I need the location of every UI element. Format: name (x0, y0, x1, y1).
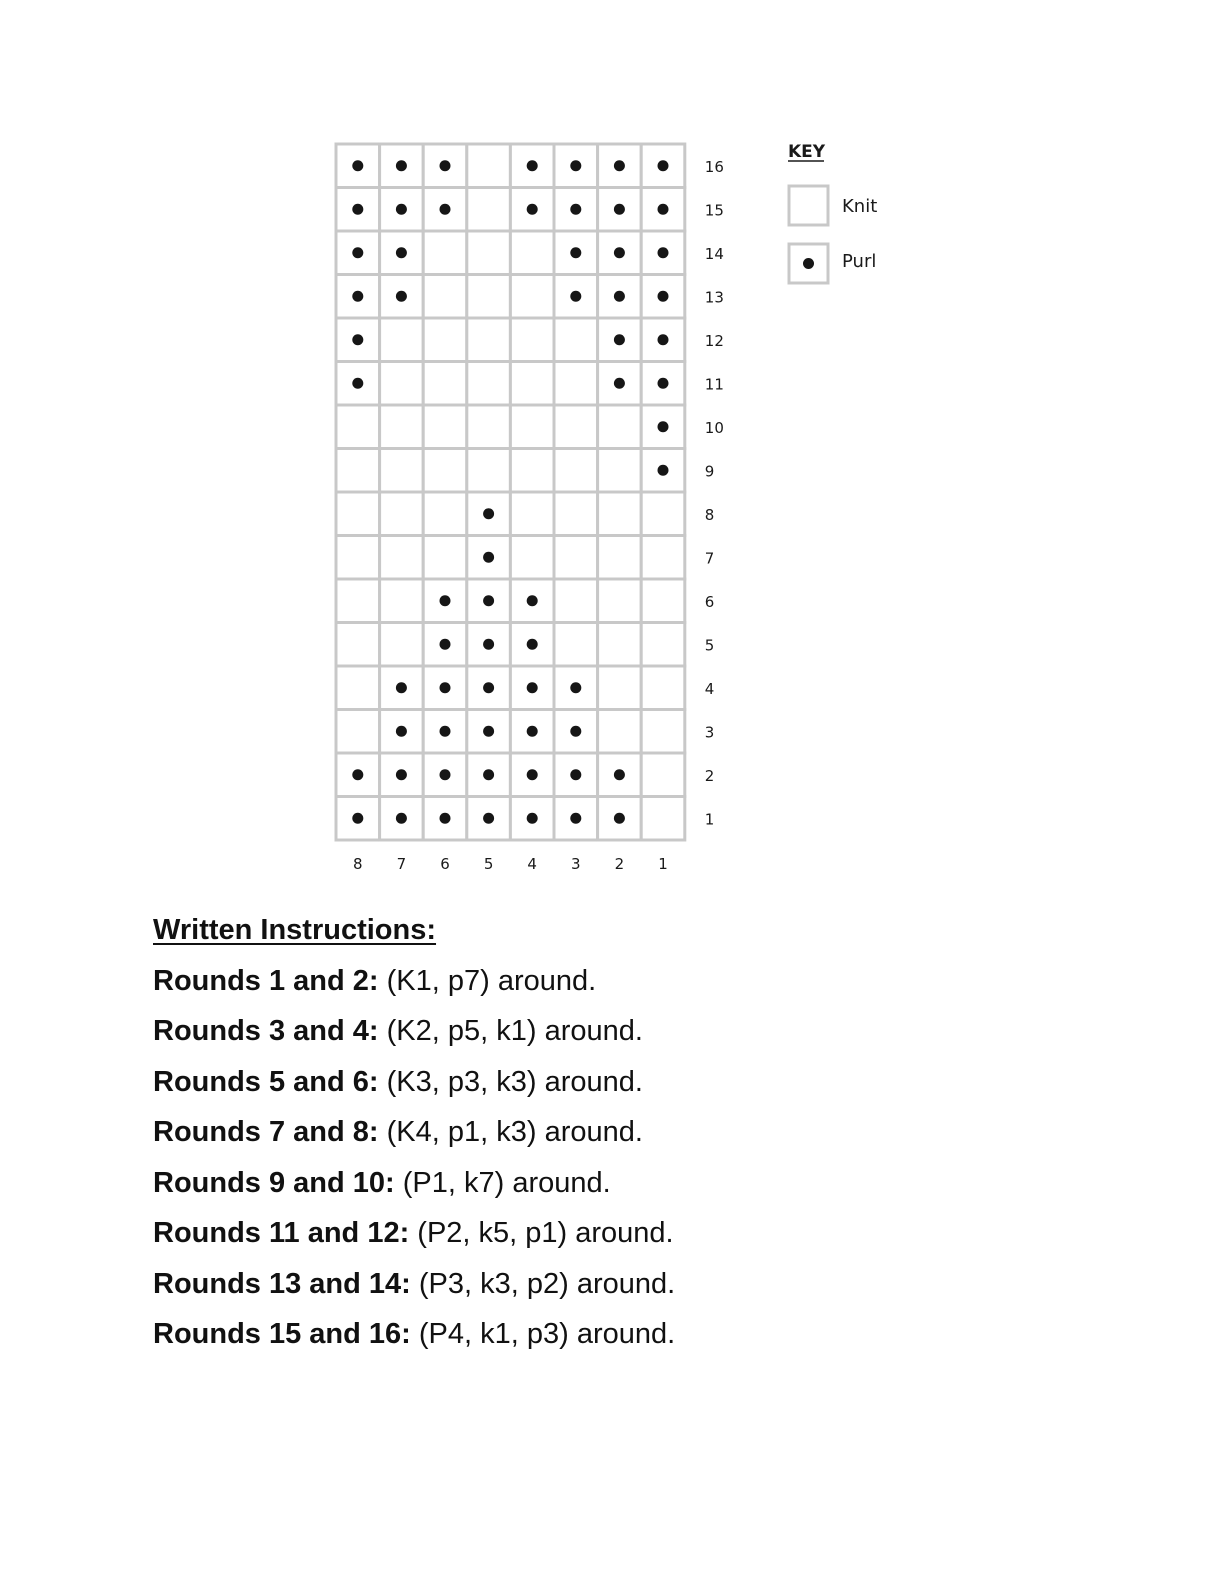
row-label: 9 (704, 462, 715, 481)
knit-cell (641, 579, 685, 623)
column-label: 8 (353, 855, 363, 873)
knit-cell (598, 710, 642, 754)
knit-cell (423, 492, 467, 536)
knit-cell (380, 492, 424, 536)
purl-dot (352, 291, 363, 302)
knit-cell (423, 405, 467, 449)
purl-dot (483, 552, 494, 563)
purl-dot (352, 204, 363, 215)
purl-dot (570, 160, 581, 171)
purl-dot (352, 160, 363, 171)
chart-key (788, 142, 877, 283)
purl-dot (483, 813, 494, 824)
instruction-line (153, 1161, 1153, 1212)
key-knit-swatch (789, 186, 828, 225)
round-label: Rounds 9 and 10: (153, 1166, 395, 1199)
knit-cell (510, 362, 554, 406)
instruction-line (153, 1211, 1153, 1262)
purl-dot (527, 160, 538, 171)
row-label: 12 (704, 331, 724, 350)
purl-dot (614, 291, 625, 302)
purl-dot (396, 247, 407, 258)
purl-dot (483, 726, 494, 737)
knit-cell (467, 362, 511, 406)
purl-dot (352, 813, 363, 824)
purl-dot (396, 813, 407, 824)
knit-cell (467, 449, 511, 493)
written-instructions (153, 908, 1153, 1363)
row-label: 5 (704, 636, 715, 655)
instruction-line (153, 1262, 1153, 1313)
purl-dot (658, 378, 669, 389)
knit-cell (554, 449, 598, 493)
purl-dot (614, 247, 625, 258)
purl-dot (614, 813, 625, 824)
purl-dot (658, 204, 669, 215)
purl-dot (440, 160, 451, 171)
purl-dot (527, 204, 538, 215)
knit-cell (467, 318, 511, 362)
purl-dot (483, 769, 494, 780)
purl-dot (396, 291, 407, 302)
purl-dot (352, 334, 363, 345)
knit-cell (336, 405, 380, 449)
purl-dot (527, 769, 538, 780)
purl-dot (658, 160, 669, 171)
purl-dot (440, 769, 451, 780)
knit-cell (641, 536, 685, 580)
knit-cell (554, 579, 598, 623)
row-label: 4 (704, 679, 715, 698)
column-label: 7 (396, 855, 407, 873)
row-label: 1 (704, 810, 715, 829)
purl-dot (658, 421, 669, 432)
row-label: 13 (704, 288, 724, 307)
knit-cell (598, 405, 642, 449)
knit-cell (380, 362, 424, 406)
purl-dot (570, 682, 581, 693)
knit-cell (423, 275, 467, 319)
round-text: (P3, k3, p2) around. (410, 1267, 676, 1300)
knit-cell (598, 536, 642, 580)
column-label: 6 (440, 855, 450, 873)
round-text: (P4, k1, p3) around. (410, 1318, 676, 1350)
purl-dot (396, 769, 407, 780)
knit-cell (641, 666, 685, 710)
column-labels (353, 855, 668, 873)
knit-cell (336, 710, 380, 754)
knit-cell (554, 536, 598, 580)
key-purl-label: Purl (842, 251, 877, 272)
rounds-list (153, 959, 1153, 1363)
chart-grid (336, 144, 685, 840)
knit-cell (336, 623, 380, 667)
knit-cell (467, 231, 511, 275)
knit-cell (467, 144, 511, 188)
row-label: 6 (704, 592, 715, 611)
round-text: (K1, p7) around. (378, 964, 597, 997)
purl-dot (527, 813, 538, 824)
purl-dot (614, 769, 625, 780)
knit-cell (554, 405, 598, 449)
knit-cell (510, 405, 554, 449)
round-text: (K3, p3, k3) around. (378, 1065, 643, 1098)
knit-cell (467, 275, 511, 319)
knit-cell (510, 231, 554, 275)
instructions-title: Written Instructions: (153, 914, 437, 946)
purl-dot (614, 204, 625, 215)
knit-cell (641, 492, 685, 536)
column-label: 4 (527, 855, 537, 873)
round-label: Rounds 15 and 16: (153, 1318, 411, 1350)
knit-cell (380, 405, 424, 449)
knit-cell (336, 492, 380, 536)
purl-dot (396, 682, 407, 693)
instruction-line (153, 959, 1153, 1010)
purl-dot (483, 595, 494, 606)
round-label: Rounds 7 and 8: (153, 1116, 379, 1148)
instruction-line (153, 1312, 1153, 1363)
row-label: 2 (704, 766, 715, 785)
knit-cell (510, 318, 554, 362)
knit-cell (598, 579, 642, 623)
key-knit-label: Knit (842, 196, 878, 217)
knit-cell (423, 449, 467, 493)
purl-dot (440, 813, 451, 824)
knit-cell (554, 492, 598, 536)
purl-dot (440, 204, 451, 215)
column-label: 3 (571, 855, 581, 873)
purl-dot (483, 639, 494, 650)
knit-cell (554, 623, 598, 667)
purl-dot (527, 682, 538, 693)
round-label: Rounds 5 and 6: (153, 1065, 379, 1098)
purl-dot (570, 247, 581, 258)
purl-dot (483, 682, 494, 693)
purl-dot (570, 726, 581, 737)
knit-cell (467, 188, 511, 232)
round-text: (P2, k5, p1) around. (409, 1217, 674, 1249)
knit-cell (510, 492, 554, 536)
purl-dot (352, 247, 363, 258)
knit-cell (641, 710, 685, 754)
row-label: 15 (704, 201, 724, 220)
column-label: 5 (483, 855, 494, 873)
purl-dot (570, 813, 581, 824)
key-title: KEY (788, 142, 826, 162)
knit-cell (554, 318, 598, 362)
purl-dot (570, 769, 581, 780)
purl-dot (440, 595, 451, 606)
purl-dot (396, 204, 407, 215)
knit-cell (380, 623, 424, 667)
knit-cell (336, 449, 380, 493)
column-label: 2 (614, 855, 625, 873)
round-label: Rounds 3 and 4: (153, 1015, 379, 1047)
knit-cell (641, 623, 685, 667)
purl-dot (658, 465, 669, 476)
purl-dot (527, 726, 538, 737)
purl-dot (527, 595, 538, 606)
instruction-line (153, 1009, 1153, 1060)
purl-dot (483, 508, 494, 519)
knit-cell (510, 449, 554, 493)
row-label: 10 (704, 418, 724, 437)
row-label: 16 (704, 157, 724, 176)
row-label: 7 (704, 549, 715, 568)
purl-dot (614, 378, 625, 389)
instruction-line (153, 1110, 1153, 1161)
purl-dot (658, 291, 669, 302)
row-label: 11 (704, 375, 724, 394)
knit-cell (380, 536, 424, 580)
knit-cell (598, 449, 642, 493)
purl-dot (352, 378, 363, 389)
knit-cell (336, 536, 380, 580)
knit-cell (423, 362, 467, 406)
knit-cell (423, 318, 467, 362)
knit-cell (423, 536, 467, 580)
purl-dot (440, 639, 451, 650)
round-label: Rounds 1 and 2: (153, 964, 379, 997)
purl-dot (396, 160, 407, 171)
purl-dot (614, 334, 625, 345)
purl-dot (658, 334, 669, 345)
key-purl-dot (803, 258, 814, 269)
row-labels (705, 158, 724, 829)
knit-cell (510, 275, 554, 319)
purl-dot (614, 160, 625, 171)
column-label: 1 (658, 855, 668, 873)
knit-cell (336, 666, 380, 710)
round-text: (K4, p1, k3) around. (378, 1116, 643, 1148)
knit-cell (336, 579, 380, 623)
purl-dot (570, 204, 581, 215)
purl-dot (658, 247, 669, 258)
purl-dot (527, 639, 538, 650)
row-label: 3 (704, 723, 715, 742)
purl-dot (440, 726, 451, 737)
knit-cell (510, 536, 554, 580)
instruction-line (153, 1060, 1153, 1111)
round-text: (K2, p5, k1) around. (378, 1015, 643, 1047)
knit-cell (380, 318, 424, 362)
purl-dot (352, 769, 363, 780)
purl-dot (440, 682, 451, 693)
knit-cell (598, 623, 642, 667)
round-text: (P1, k7) around. (394, 1166, 611, 1199)
row-label: 8 (704, 505, 715, 524)
purl-dot (396, 726, 407, 737)
knit-cell (380, 449, 424, 493)
knit-cell (598, 492, 642, 536)
round-label: Rounds 13 and 14: (153, 1267, 411, 1300)
round-label: Rounds 11 and 12: (153, 1217, 410, 1249)
knit-cell (423, 231, 467, 275)
row-label: 14 (704, 244, 724, 263)
knit-cell (467, 405, 511, 449)
knit-cell (641, 753, 685, 797)
knit-cell (598, 666, 642, 710)
knit-cell (554, 362, 598, 406)
purl-dot (570, 291, 581, 302)
knit-cell (641, 797, 685, 841)
knit-cell (380, 579, 424, 623)
